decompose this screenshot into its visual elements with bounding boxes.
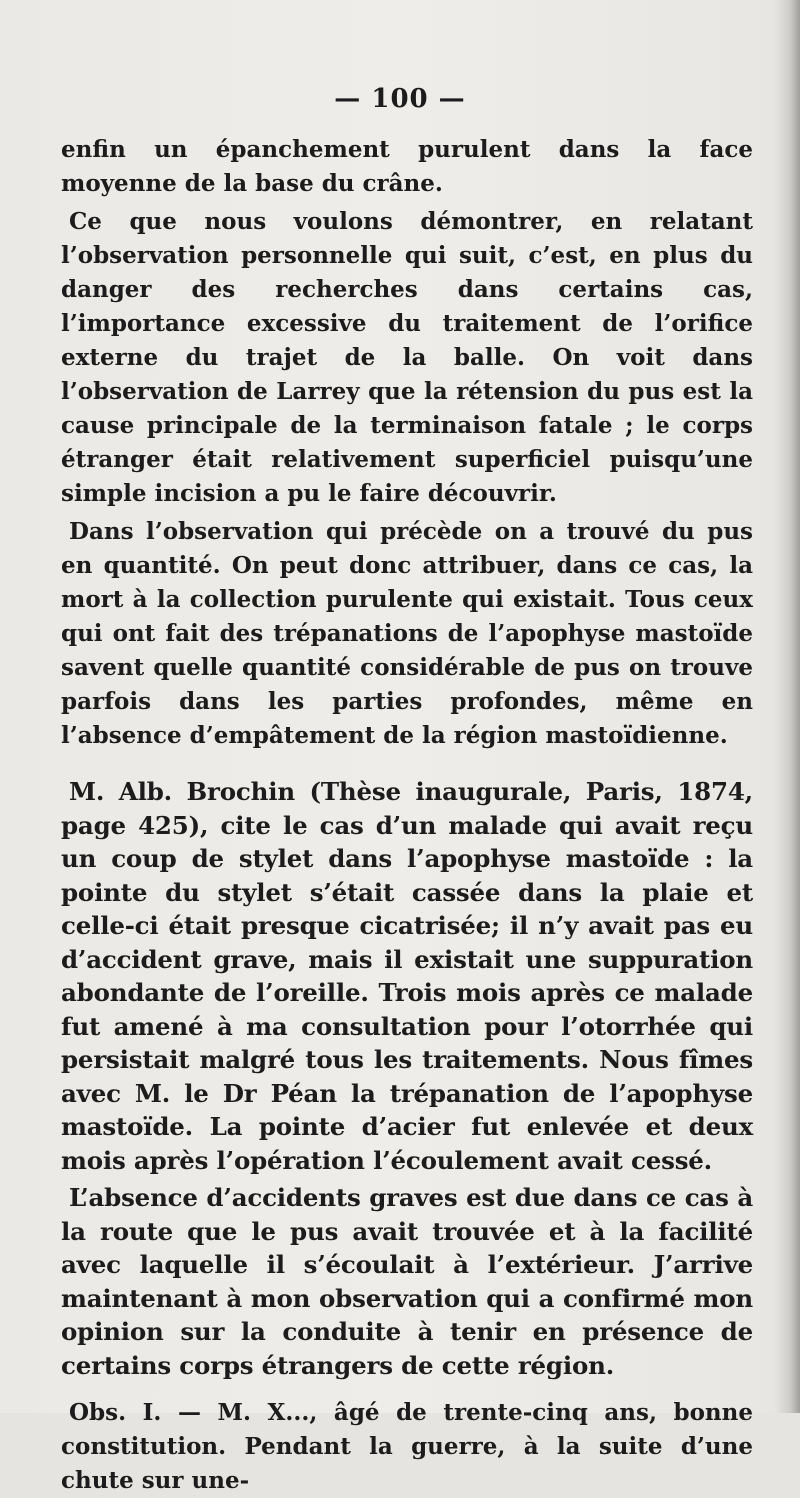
page-number: — 100 —: [334, 84, 466, 114]
paragraph-brochin-case: M. Alb. Brochin (Thèse inaugurale, Paris, 1874, page 425), cite le cas d’un malade qui avait reçu un coup de stylet dans l’apophyse mastoïde : la pointe du stylet s’était cassée dans la plaie et celle-ci était presque cicatrisée; il n’y avait pas eu d’accident grave, mais il existait une suppuration abondante de l’oreille. Trois mois après ce malade fut amené à ma consultation pour l’otorrhée qui persistait malgré tous les traitements. Nous fîmes avec M. le Dr Péan la trépanation de l’apophyse mastoïde. La pointe d’acier fut enlevée et deux mois après l’opération l’écoulement avait cessé.: [61, 777, 753, 1175]
paragraph-pus-quantity: Dans l’observation qui précède on a trouvé du pus en quantité. On peut donc attribuer, dans ce cas, la mort à la collection purulente qui existait. Tous ceux qui ont fait des trépanations de l’apophyse mastoïde savent quelle quantité considérable de pus on trouve parfois dans les parties profondes, même en l’absence d’empâtement de la région mastoïdienne.: [61, 518, 753, 749]
paragraph-absence-accidents: L’absence d’accidents graves est due dans ce cas à la route que le pus avait trouvée et à la facilité avec laquelle il s’écoulait à l’extérieur. J’arrive maintenant à mon observation qui a confirmé mon opinion sur la conduite à tenir en présence de certains corps étrangers de cette région.: [61, 1183, 753, 1380]
paragraph-demonstration: Ce que nous voulons démontrer, en relatant l’observation personnelle qui suit, c’est, en plus du danger des recherches dans certains cas, l’importance excessive du traitement de l’orifice externe du trajet de la balle. On voit dans l’observation de Larrey que la rétension du pus est la cause principale de la terminaison fatale ; le corps étranger était relativement superficiel puisqu’une simple incision a pu le faire découvrir.: [61, 208, 753, 507]
body-text: [61, 133, 753, 1498]
paragraph-continuation: enfin un épanchement purulent dans la face moyenne de la base du crâne.: [61, 136, 753, 197]
paragraph-observation-1: Obs. I. — M. X..., âgé de trente-cinq ans, bonne constitution. Pendant la guerre, à la suite d’une chute sur une-: [61, 1399, 753, 1494]
page-edge-shadow: [774, 0, 800, 1413]
